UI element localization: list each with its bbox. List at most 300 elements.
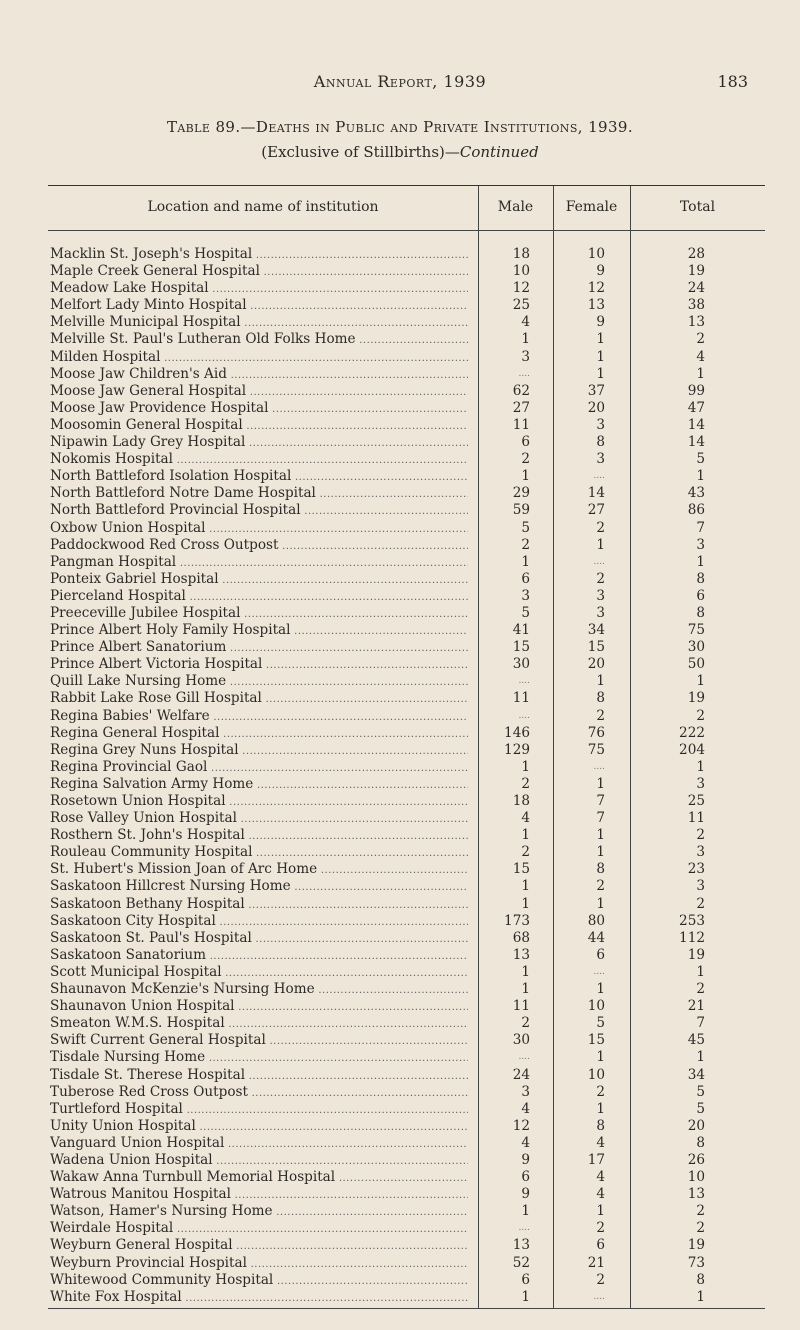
- male-count: ....: [518, 1052, 530, 1063]
- male-count: 6: [521, 1169, 530, 1186]
- male-count: 30: [512, 656, 530, 673]
- table-row: [48, 605, 765, 622]
- male-count: 1: [521, 553, 530, 570]
- total-count: 2: [696, 1203, 705, 1220]
- male-count: 15: [512, 639, 530, 656]
- female-count: 1: [596, 895, 605, 912]
- table-row: [48, 1067, 765, 1084]
- female-count: 80: [587, 912, 605, 929]
- table-row: [48, 554, 765, 571]
- institution-name: Saskatoon St. Paul's Hospital .....: [50, 930, 468, 948]
- table-row: [48, 588, 765, 605]
- table-row: [48, 400, 765, 417]
- institution-name: Regina Babies' Welfare .....: [50, 708, 468, 726]
- subtitle-text: (Exclusive of Stillbirths)—: [261, 143, 460, 161]
- male-count: 6: [521, 434, 530, 451]
- female-count: 20: [587, 656, 605, 673]
- male-count: 1: [521, 468, 530, 485]
- female-count: 1: [596, 981, 605, 998]
- table-row: [48, 964, 765, 981]
- female-count: 10: [587, 1066, 605, 1083]
- table-row: [48, 656, 765, 673]
- total-count: 3: [696, 775, 705, 792]
- male-count: 173: [504, 912, 530, 929]
- institution-name: Vanguard Union Hospital .....: [50, 1135, 468, 1153]
- total-count: 20: [687, 1117, 705, 1134]
- male-count: 2: [521, 451, 530, 468]
- table-row: [48, 1186, 765, 1203]
- total-count: 19: [687, 263, 705, 280]
- total-count: 222: [679, 724, 705, 741]
- female-count: 15: [587, 1032, 605, 1049]
- male-count: 62: [512, 382, 530, 399]
- female-count: 8: [596, 861, 605, 878]
- male-count: 4: [521, 1134, 530, 1151]
- male-count: 5: [521, 519, 530, 536]
- female-count: 8: [596, 690, 605, 707]
- table-row: [48, 502, 765, 519]
- female-count: ....: [593, 556, 605, 567]
- institution-name: Saskatoon City Hospital .....: [50, 913, 468, 931]
- institution-name: Rose Valley Union Hospital .....: [50, 810, 468, 828]
- female-count: 1: [596, 1049, 605, 1066]
- female-count: 3: [596, 416, 605, 433]
- institution-name: Weirdale Hospital .....: [50, 1220, 468, 1238]
- table-row: [48, 810, 765, 827]
- institution-name: Scott Municipal Hospital .....: [50, 964, 468, 982]
- male-count: ....: [518, 1223, 530, 1234]
- total-count: 204: [679, 741, 705, 758]
- total-count: 2: [696, 895, 705, 912]
- institution-name: Moose Jaw Providence Hospital .....: [50, 400, 468, 418]
- male-count: 1: [521, 1203, 530, 1220]
- header-location: Location and name of institution: [147, 199, 379, 215]
- table-row: [48, 297, 765, 314]
- male-count: 3: [521, 587, 530, 604]
- total-count: 86: [687, 502, 705, 519]
- male-count: 59: [512, 502, 530, 519]
- table-row: [48, 520, 765, 537]
- male-count: 18: [512, 246, 530, 262]
- male-count: 13: [512, 1237, 530, 1254]
- total-count: 8: [696, 1271, 705, 1288]
- male-count: 3: [521, 1083, 530, 1100]
- table-subtitle: [0, 143, 800, 161]
- header-male: Male: [497, 199, 534, 215]
- table-row: [48, 690, 765, 707]
- table-row: [48, 366, 765, 383]
- table-row: [48, 1135, 765, 1152]
- table-title: Table 89.—Deaths in Public and Private Institutions, 1939.: [166, 118, 634, 136]
- male-count: 10: [512, 263, 530, 280]
- institution-name: Regina Salvation Army Home .....: [50, 776, 468, 794]
- table-row: [48, 827, 765, 844]
- female-count: 2: [596, 707, 605, 724]
- male-count: 2: [521, 844, 530, 861]
- table-row: [48, 263, 765, 280]
- total-count: 14: [687, 416, 705, 433]
- table-row: [48, 1203, 765, 1220]
- report-title: Annual Report, 1939: [313, 72, 487, 91]
- table-row: [48, 1272, 765, 1289]
- male-count: 15: [512, 861, 530, 878]
- table-row: [48, 485, 765, 502]
- female-count: 1: [596, 1203, 605, 1220]
- table-row: [48, 314, 765, 331]
- total-count: 8: [696, 604, 705, 621]
- table-row: [48, 981, 765, 998]
- total-count: 47: [687, 399, 705, 416]
- male-count: 6: [521, 1271, 530, 1288]
- table-row: [48, 1049, 765, 1066]
- institution-name: Turtleford Hospital .....: [50, 1101, 468, 1119]
- total-count: 2: [696, 827, 705, 844]
- table-row: [48, 622, 765, 639]
- female-count: 9: [596, 314, 605, 331]
- male-count: 3: [521, 348, 530, 365]
- total-count: 26: [687, 1151, 705, 1168]
- total-count: 73: [687, 1254, 705, 1271]
- female-count: 2: [596, 878, 605, 895]
- table-row: [48, 468, 765, 485]
- male-count: 146: [504, 724, 530, 741]
- female-count: 1: [596, 1100, 605, 1117]
- total-count: 1: [696, 553, 705, 570]
- female-count: 6: [596, 946, 605, 963]
- male-count: 2: [521, 536, 530, 553]
- total-count: 8: [696, 1134, 705, 1151]
- female-count: 34: [587, 622, 605, 639]
- table-row: [48, 246, 765, 263]
- total-count: 28: [687, 246, 705, 262]
- total-count: 38: [687, 297, 705, 314]
- total-count: 34: [687, 1066, 705, 1083]
- female-count: 17: [587, 1151, 605, 1168]
- total-count: 7: [696, 1015, 705, 1032]
- institution-name: Smeaton W.M.S. Hospital .....: [50, 1015, 468, 1033]
- male-count: 9: [521, 1151, 530, 1168]
- institution-name: Shaunavon McKenzie's Nursing Home .....: [50, 981, 468, 999]
- institution-name: Shaunavon Union Hospital .....: [50, 998, 468, 1016]
- female-count: 20: [587, 399, 605, 416]
- total-count: 253: [679, 912, 705, 929]
- female-count: 1: [596, 348, 605, 365]
- institution-name: Saskatoon Bethany Hospital .....: [50, 896, 468, 914]
- institution-name: Swift Current General Hospital .....: [50, 1032, 468, 1050]
- total-count: 2: [696, 331, 705, 348]
- table-row: [48, 349, 765, 366]
- institution-name: Rouleau Community Hospital .....: [50, 844, 468, 862]
- institution-name: St. Hubert's Mission Joan of Arc Home .....: [50, 861, 468, 879]
- total-count: 1: [696, 963, 705, 980]
- total-count: 19: [687, 946, 705, 963]
- table-row: [48, 913, 765, 930]
- table-row: [48, 844, 765, 861]
- institution-name: Prince Albert Holy Family Hospital .....: [50, 622, 468, 640]
- total-count: 5: [696, 451, 705, 468]
- total-count: 112: [679, 929, 705, 946]
- table-row: [48, 1237, 765, 1254]
- table-row: [48, 280, 765, 297]
- table-row: [48, 1015, 765, 1032]
- female-count: 27: [587, 502, 605, 519]
- table-row: [48, 1220, 765, 1237]
- institution-name: North Battleford Provincial Hospital .....: [50, 502, 468, 520]
- female-count: 3: [596, 587, 605, 604]
- male-count: 13: [512, 946, 530, 963]
- institution-name: Moosomin General Hospital .....: [50, 417, 468, 435]
- female-count: 15: [587, 639, 605, 656]
- institution-name: North Battleford Notre Dame Hospital .....: [50, 485, 468, 503]
- institution-name: Tisdale St. Therese Hospital .....: [50, 1067, 468, 1085]
- male-count: ....: [518, 676, 530, 687]
- table-row: [48, 434, 765, 451]
- institution-name: Watson, Hamer's Nursing Home .....: [50, 1203, 468, 1221]
- female-count: 12: [587, 280, 605, 297]
- male-count: 4: [521, 314, 530, 331]
- institution-name: Tisdale Nursing Home .....: [50, 1049, 468, 1067]
- male-count: 12: [512, 280, 530, 297]
- total-count: 50: [687, 656, 705, 673]
- female-count: 76: [587, 724, 605, 741]
- female-count: 1: [596, 673, 605, 690]
- male-count: 25: [512, 297, 530, 314]
- institution-name: Melville St. Paul's Lutheran Old Folks Home .....: [50, 331, 468, 349]
- female-count: 75: [587, 741, 605, 758]
- total-count: 10: [687, 1169, 705, 1186]
- institution-name: Meadow Lake Hospital .....: [50, 280, 468, 298]
- male-count: 1: [521, 758, 530, 775]
- total-count: 75: [687, 622, 705, 639]
- institution-name: Pierceland Hospital .....: [50, 588, 468, 606]
- total-count: 1: [696, 673, 705, 690]
- total-count: 19: [687, 1237, 705, 1254]
- page-number: 183: [717, 72, 748, 91]
- institution-name: Pangman Hospital .....: [50, 554, 468, 572]
- male-count: 1: [521, 981, 530, 998]
- female-count: 4: [596, 1169, 605, 1186]
- male-count: 12: [512, 1117, 530, 1134]
- institution-name: Milden Hospital .....: [50, 349, 468, 367]
- male-count: 11: [512, 998, 530, 1015]
- table-row: [48, 1169, 765, 1186]
- institution-name: Rabbit Lake Rose Gill Hospital .....: [50, 690, 468, 708]
- table-row: [48, 998, 765, 1015]
- institution-name: Regina General Hospital .....: [50, 725, 468, 743]
- total-count: 1: [696, 365, 705, 382]
- table-row: [48, 708, 765, 725]
- total-count: 1: [696, 758, 705, 775]
- institution-name: Whitewood Community Hospital .....: [50, 1272, 468, 1290]
- female-count: 2: [596, 1220, 605, 1237]
- female-count: 4: [596, 1134, 605, 1151]
- table-row: [48, 1032, 765, 1049]
- total-count: 13: [687, 1186, 705, 1203]
- female-count: 4: [596, 1186, 605, 1203]
- institution-name: Oxbow Union Hospital .....: [50, 520, 468, 538]
- institution-name: Paddockwood Red Cross Outpost .....: [50, 537, 468, 555]
- table-row: [48, 793, 765, 810]
- total-count: 45: [687, 1032, 705, 1049]
- table-row: [48, 930, 765, 947]
- male-count: 11: [512, 690, 530, 707]
- female-count: 44: [587, 929, 605, 946]
- male-count: 30: [512, 1032, 530, 1049]
- institution-name: Regina Grey Nuns Hospital .....: [50, 742, 468, 760]
- table-row: [48, 1289, 765, 1306]
- institution-name: Unity Union Hospital .....: [50, 1118, 468, 1136]
- institution-name: Wadena Union Hospital .....: [50, 1152, 468, 1170]
- total-count: 2: [696, 1220, 705, 1237]
- table-row: [48, 1152, 765, 1169]
- institution-name: Saskatoon Sanatorium .....: [50, 947, 468, 965]
- institution-name: Prince Albert Victoria Hospital .....: [50, 656, 468, 674]
- total-count: 19: [687, 690, 705, 707]
- header-total: Total: [679, 199, 716, 215]
- table-row: [48, 451, 765, 468]
- total-count: 1: [696, 1049, 705, 1066]
- table-row: [48, 759, 765, 776]
- male-count: 41: [512, 622, 530, 639]
- institution-name: North Battleford Isolation Hospital .....: [50, 468, 468, 486]
- female-count: 3: [596, 604, 605, 621]
- institution-name: Wakaw Anna Turnbull Memorial Hospital .....: [50, 1169, 468, 1187]
- female-count: 10: [587, 246, 605, 262]
- table-body: [48, 246, 765, 1306]
- total-count: 13: [687, 314, 705, 331]
- table-row: [48, 537, 765, 554]
- female-count: 1: [596, 844, 605, 861]
- male-count: 24: [512, 1066, 530, 1083]
- table-row: [48, 673, 765, 690]
- female-count: 8: [596, 1117, 605, 1134]
- institution-name: Melfort Lady Minto Hospital .....: [50, 297, 468, 315]
- male-count: 5: [521, 604, 530, 621]
- total-count: 11: [687, 810, 705, 827]
- total-count: 4: [696, 348, 705, 365]
- institution-name: Saskatoon Hillcrest Nursing Home .....: [50, 878, 468, 896]
- male-count: 2: [521, 775, 530, 792]
- table-row: [48, 571, 765, 588]
- male-count: 1: [521, 963, 530, 980]
- female-count: 37: [587, 382, 605, 399]
- male-count: 2: [521, 1015, 530, 1032]
- deaths-table: [48, 185, 765, 1309]
- female-count: 6: [596, 1237, 605, 1254]
- institution-name: Rosetown Union Hospital .....: [50, 793, 468, 811]
- total-count: 5: [696, 1083, 705, 1100]
- female-count: 1: [596, 775, 605, 792]
- female-count: 13: [587, 297, 605, 314]
- institution-name: Nipawin Lady Grey Hospital .....: [50, 434, 468, 452]
- total-count: 3: [696, 844, 705, 861]
- total-count: 24: [687, 280, 705, 297]
- female-count: 21: [587, 1254, 605, 1271]
- male-count: 1: [521, 827, 530, 844]
- total-count: 5: [696, 1100, 705, 1117]
- male-count: 9: [521, 1186, 530, 1203]
- institution-name: Regina Provincial Gaol .....: [50, 759, 468, 777]
- institution-name: Preeceville Jubilee Hospital .....: [50, 605, 468, 623]
- header-female: Female: [565, 199, 618, 215]
- table-row: [48, 896, 765, 913]
- table-row: [48, 1084, 765, 1101]
- table-row: [48, 725, 765, 742]
- table-row: [48, 742, 765, 759]
- institution-name: Ponteix Gabriel Hospital .....: [50, 571, 468, 589]
- total-count: 6: [696, 587, 705, 604]
- table-row: [48, 383, 765, 400]
- female-count: 2: [596, 1083, 605, 1100]
- table-row: [48, 861, 765, 878]
- total-count: 3: [696, 536, 705, 553]
- female-count: 1: [596, 827, 605, 844]
- female-count: 3: [596, 451, 605, 468]
- total-count: 30: [687, 639, 705, 656]
- table-row: [48, 776, 765, 793]
- female-count: 5: [596, 1015, 605, 1032]
- female-count: 2: [596, 519, 605, 536]
- institution-name: Weyburn Provincial Hospital .....: [50, 1255, 468, 1273]
- institution-name: Quill Lake Nursing Home .....: [50, 673, 468, 691]
- female-count: 7: [596, 793, 605, 809]
- institution-name: Melville Municipal Hospital .....: [50, 314, 468, 332]
- subtitle-continued: Continued: [459, 143, 539, 161]
- female-count: 9: [596, 263, 605, 280]
- institution-name: Weyburn General Hospital .....: [50, 1237, 468, 1255]
- total-count: 23: [687, 861, 705, 878]
- female-count: 2: [596, 570, 605, 587]
- male-count: 129: [504, 741, 530, 758]
- total-count: 2: [696, 981, 705, 998]
- male-count: 1: [521, 878, 530, 895]
- male-count: 52: [512, 1254, 530, 1271]
- total-count: 99: [687, 382, 705, 399]
- institution-name: Watrous Manitou Hospital .....: [50, 1186, 468, 1204]
- total-count: 25: [687, 793, 705, 809]
- total-count: 21: [687, 998, 705, 1015]
- total-count: 3: [696, 878, 705, 895]
- table-row: [48, 331, 765, 348]
- institution-name: Maple Creek General Hospital .....: [50, 263, 468, 281]
- institution-name: Macklin St. Joseph's Hospital .....: [50, 246, 468, 264]
- total-count: 43: [687, 485, 705, 502]
- male-count: 6: [521, 570, 530, 587]
- female-count: ....: [593, 966, 605, 977]
- female-count: 14: [587, 485, 605, 502]
- female-count: 1: [596, 536, 605, 553]
- total-count: 7: [696, 519, 705, 536]
- female-count: 10: [587, 998, 605, 1015]
- female-count: ....: [593, 761, 605, 772]
- male-count: 27: [512, 399, 530, 416]
- female-count: 7: [596, 810, 605, 827]
- institution-name: Moose Jaw Children's Aid .....: [50, 366, 468, 384]
- female-count: ....: [593, 471, 605, 482]
- institution-name: Prince Albert Sanatorium .....: [50, 639, 468, 657]
- institution-name: Nokomis Hospital .....: [50, 451, 468, 469]
- male-count: 1: [521, 895, 530, 912]
- male-count: ....: [518, 368, 530, 379]
- total-count: 8: [696, 570, 705, 587]
- table-row: [48, 1255, 765, 1272]
- table-row: [48, 639, 765, 656]
- institution-name: White Fox Hospital .....: [50, 1289, 468, 1307]
- male-count: 1: [521, 1288, 530, 1305]
- female-count: 2: [596, 1271, 605, 1288]
- female-count: 1: [596, 365, 605, 382]
- table-row: [48, 417, 765, 434]
